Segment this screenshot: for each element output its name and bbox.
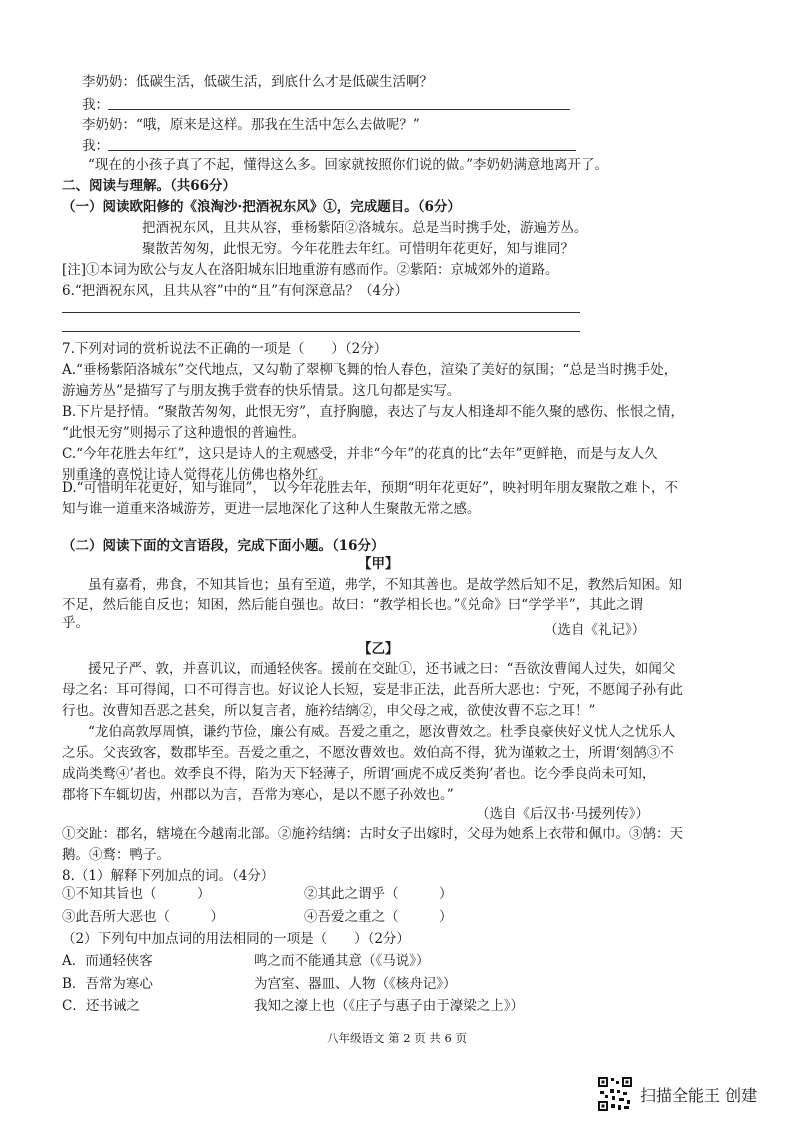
q7-option-b-2: “此恨无穷”则揭示了这种遗恨的普遍性。 xyxy=(62,425,306,441)
question-7: 7.下列对词的赏析说法不正确的一项是（ ）（2分） xyxy=(62,341,388,357)
part-one-heading: （一）阅读欧阳修的《浪淘沙·把酒祝东风》①，完成题目。（6分） xyxy=(62,199,461,215)
page-footer: 八年级语文 第 2 页 共 6 页 xyxy=(326,1031,468,1045)
text-yi-line-5: 之乐。父丧致客，数郡毕至。吾爱之重之，不愿汝曹效也。效伯高不得，犹为谨敕之士，所谓‘刻鹄③不 xyxy=(62,745,674,761)
q6-answer-line-2[interactable] xyxy=(62,331,580,332)
answer-label-1: 我： xyxy=(82,97,109,113)
q7-option-c-2: 别重逢的喜悦让诗人觉得花儿仿佛也格外红。 xyxy=(62,467,332,483)
question-8-2: （2）下列句中加点词的用法相同的一项是（ ）（2分） xyxy=(62,931,410,947)
text-yi-line-4: “龙伯高敦厚周慎，谦约节俭，廉公有威。吾爱之重之，愿汝曹效之。杜季良豪侠好义忧人之忧乐人 xyxy=(88,724,676,740)
dialogue-line-2: 李奶奶：“哦，原来是这样。那我在生活中怎么去做呢？” xyxy=(82,117,420,133)
q8-item-3: ③此吾所大恶也（ ） xyxy=(62,909,224,925)
q8-2-option-c: C．还书诫之 xyxy=(62,998,140,1014)
q7-option-a-1: A.“垂杨紫陌洛城东”交代地点，又勾勒了翠柳飞舞的怡人春色，渲染了美好的氛围；“总是当时携手处， xyxy=(62,362,678,378)
q7-option-b-1: B.下片是抒情。“聚散苦匆匆，此恨无穷”，直抒胸臆，表达了与友人相逢却不能久聚的感伤、怅恨之情， xyxy=(62,404,685,420)
q7-option-a-2: 游遍芳丛”是描写了与朋友携手赏春的快乐情景。这几句都是实写。 xyxy=(62,383,461,399)
q8-2-option-b: B．吾常为寒心 xyxy=(62,976,153,992)
text-jia-heading: 【甲】 xyxy=(358,556,399,572)
text-yi-line-1: 援兄子严、敦，并喜讥议，而通轻侠客。援前在交趾①，还书诫之曰：“吾欲汝曹闻人过失，如闻父 xyxy=(88,661,676,677)
text-jia-line-2: 不足，然后能自反也；知困，然后能自强也。故曰：“教学相长也。”《兑命》曰“学学半”，其此之谓 xyxy=(62,597,644,613)
qr-code-icon xyxy=(597,1076,633,1112)
dialogue-line-3: “现在的小孩子真了不起，懂得这么多。回家就按照你们说的做。”李奶奶满意地离开了。 xyxy=(88,157,609,173)
q8-2-option-b-compare: 为宫室、器皿、人物（《核舟记》） xyxy=(254,976,457,992)
q8-item-4: ④吾爱之重之（ ） xyxy=(304,909,453,925)
q7-option-d-1: D.“可惜明年花更好，知与谁同”， 以今年花胜去年，预期“明年花更好”，映衬明年朋友聚散之难卜，不 xyxy=(62,480,678,496)
poem-line-2: 聚散苦匆匆，此恨无穷。今年花胜去年红。可惜明年花更好，知与谁同？ xyxy=(142,241,574,257)
text-yi-line-2: 母之名：耳可得闻，口不可得言也。好议论人长短，妄是非正法，此吾所大恶也：宁死，不愿闻子孙有此 xyxy=(62,682,683,698)
q8-item-1: ①不知其旨也（ ） xyxy=(62,886,211,902)
text-yi-note-1: ①交趾：郡名，辖境在今越南北部。②施衿结缡：古时女子出嫁时，父母为她系上衣带和佩巾。③鹄：天 xyxy=(62,826,683,842)
q7-option-c-1: C.“今年花胜去年红”，这只是诗人的主观感受，并非“今年”的花真的比“去年”更鲜艳，而是与友人久 xyxy=(62,446,658,462)
dialogue-line-1: 李奶奶：低碳生活，低碳生活，到底什么才是低碳生活啊？ xyxy=(82,74,433,90)
answer-blank-2[interactable] xyxy=(108,150,576,151)
section-heading: 二、阅读与理解。（共66分） xyxy=(62,178,237,194)
text-yi-source: （选自《后汉书·马援列传》） xyxy=(476,806,650,822)
poem-line-1: 把酒祝东风，且共从容，垂杨紫陌②洛城东。总是当时携手处，游遍芳丛。 xyxy=(142,220,588,236)
text-yi-line-7: 郡将下车辄切齿，州郡以为言，吾常为寒心，是以不愿子孙效也。” xyxy=(62,787,454,803)
q6-answer-line-1[interactable] xyxy=(62,312,580,313)
q7-option-d-2: 知与谁一道重来洛城游芳，更进一层地深化了这种人生聚散无常之感。 xyxy=(62,501,481,517)
answer-blank-1[interactable] xyxy=(108,109,570,110)
question-6: 6.“把酒祝东风，且共从容”中的“且”有何深意品？（4分） xyxy=(62,283,409,299)
q8-2-option-a: A．而通轻侠客 xyxy=(62,953,153,969)
text-jia-line-1: 虽有嘉肴，弗食，不知其旨也；虽有至道，弗学，不知其善也。是故学然后知不足，教然后知困。知 xyxy=(88,577,682,593)
q8-item-2: ②其此之谓乎（ ） xyxy=(304,886,453,902)
q8-2-option-c-compare: 我知之濠上也（《庄子与惠子由于濠梁之上》） xyxy=(254,998,524,1014)
text-yi-line-6: 成尚类鹜④’者也。效季良不得，陷为天下轻薄子，所谓‘画虎不成反类狗’者也。讫今季良尚未可知， xyxy=(62,766,656,782)
text-jia-line-3: 乎。 xyxy=(62,615,89,631)
text-yi-note-2: 鹅。④鹜：鸭子。 xyxy=(62,847,170,863)
q8-2-option-a-compare: 鸣之而不能通其意（《马说》） xyxy=(254,953,430,969)
scanner-watermark: 扫描全能王 创建 xyxy=(640,1086,758,1105)
text-yi-line-3: 行也。汝曹知吾恶之甚矣，所以复言者，施衿结缡②，申父母之戒，欲使汝曹不忘之耳！” xyxy=(62,703,596,719)
question-8-1: 8.（1）解释下列加点的词。（4分） xyxy=(62,868,275,884)
text-yi-heading: 【乙】 xyxy=(358,641,399,657)
poem-note: [注]①本词为欧公与友人在洛阳城东旧地重游有感而作。②紫陌：京城郊外的道路。 xyxy=(62,262,559,278)
answer-label-2: 我： xyxy=(82,138,109,154)
text-jia-source: （选自《礼记》） xyxy=(544,622,646,638)
part-two-heading: （二）阅读下面的文言语段，完成下面小题。（16分） xyxy=(62,538,385,554)
